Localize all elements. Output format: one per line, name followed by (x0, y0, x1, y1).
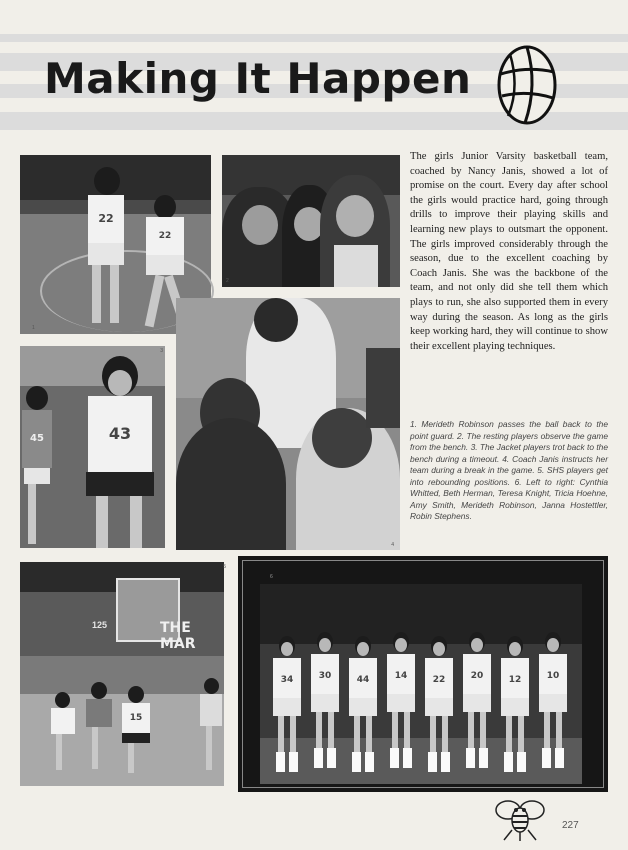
player-face (471, 638, 483, 652)
jersey: 12 (501, 658, 529, 698)
shorts (425, 698, 453, 716)
jersey: 15 (122, 703, 150, 733)
team-player (308, 632, 342, 778)
sock (352, 752, 361, 772)
leg (56, 734, 62, 770)
player-face (336, 195, 374, 237)
leg (92, 727, 98, 769)
page-title: Making It Happen (44, 54, 472, 103)
jersey: 14 (387, 654, 415, 694)
player-face (319, 638, 331, 652)
player-head (128, 686, 144, 703)
leg (145, 275, 165, 328)
player-head (91, 682, 107, 699)
shorts (311, 694, 339, 712)
jersey (334, 245, 378, 287)
jersey: 22 (425, 658, 453, 698)
sock (390, 748, 399, 768)
team-player (384, 632, 418, 778)
sock (289, 752, 298, 772)
leg (128, 743, 134, 773)
player-face (242, 205, 278, 245)
leg (430, 716, 436, 756)
sock (479, 748, 488, 768)
player-face (509, 642, 521, 656)
article-body-text: The girls Junior Varsity basketball team, coached by Nancy Janis, showed a lot of promise on the court. Every day after school the girls would practice hard, going through drills to improve their playing skills and learning new plays to outsmart the opponent. The girls improved considerably through the season, due to the excellent coaching by Coach Janis. She was the backbone of the team, and not only did she tell them which plays to run, she also supported them in every way during the season. As long as the girls keep working hard, they will continue to show their excellent playing techniques. (410, 151, 608, 352)
photo-2-bench (222, 155, 400, 287)
page-number: 227 (562, 820, 579, 831)
photo-4-player-right (366, 348, 400, 428)
leg (518, 716, 524, 756)
jersey: 22 (88, 195, 124, 243)
jersey: 45 (22, 410, 52, 468)
sock (466, 748, 475, 768)
photo-4-player-foreground-left (176, 418, 286, 550)
sock (542, 748, 551, 768)
sock (276, 752, 285, 772)
jersey (200, 694, 222, 726)
leg (92, 265, 101, 323)
photo-2-player-right (320, 175, 390, 287)
player-head (26, 386, 48, 410)
shorts (146, 255, 184, 275)
leg (392, 712, 398, 752)
shorts (387, 694, 415, 712)
photo-3-player-center (80, 356, 162, 548)
team-player (346, 636, 380, 782)
photo-captions: 1. Merideth Robinson passes the ball back to the point guard. 2. The resting players observe the game from the bench. 3. The Jacket players trot back to the bench during a timeout. 4. Coach Janis instructs her team during a break in the game. 5. SHS players get into rebounding positions. 6. Left to right: Cynthia Whitted, Beth Herman, Teresa Knight, Tricia Hoehne, Amy Smith, Merideth Robinson, Janna Hostettler, Robin Stephens. (410, 419, 608, 521)
photo-5-player (116, 686, 156, 774)
sock (314, 748, 323, 768)
sock (504, 752, 513, 772)
shorts (88, 243, 124, 265)
sock (555, 748, 564, 768)
player-head (94, 167, 120, 195)
leg (28, 484, 36, 544)
leg (544, 712, 550, 752)
photo-3-player-left (22, 386, 54, 546)
photo-5-wall-text: THE MAR (160, 620, 196, 652)
shorts (539, 694, 567, 712)
jersey: 44 (349, 658, 377, 698)
photo-4-coach (296, 408, 400, 550)
jersey: 20 (463, 654, 491, 694)
player-face (357, 642, 369, 656)
player-face (547, 638, 559, 652)
photo-number: 2 (226, 278, 229, 284)
sock (365, 752, 374, 772)
jersey (51, 708, 75, 734)
leg (290, 716, 296, 756)
leg (316, 712, 322, 752)
leg (130, 496, 142, 548)
shorts (273, 698, 301, 716)
leg (96, 496, 108, 548)
photo-number: 1 (32, 325, 35, 331)
leg (556, 712, 562, 752)
photo-3-players-trot (20, 346, 165, 548)
leg (480, 712, 486, 752)
jersey: 10 (539, 654, 567, 694)
sock (428, 752, 437, 772)
player-face (281, 642, 293, 656)
leg (468, 712, 474, 752)
player-face (395, 638, 407, 652)
photo-5-rebounding (20, 562, 224, 786)
photo-6-frame (238, 556, 608, 792)
header-stripe-top (0, 34, 628, 42)
jersey: 22 (146, 217, 184, 255)
jersey: 43 (88, 396, 152, 472)
player-face (108, 370, 132, 396)
leg (366, 716, 372, 756)
photo-number: 3 (160, 348, 163, 354)
shorts (122, 733, 150, 743)
shorts (501, 698, 529, 716)
leg (442, 716, 448, 756)
team-player (460, 632, 494, 778)
leg (206, 726, 212, 770)
team-player (536, 632, 570, 778)
photo-5-player (82, 682, 116, 772)
shorts (463, 694, 491, 712)
player-head (204, 678, 219, 694)
photo-6-team-photo (260, 584, 582, 784)
shorts (24, 468, 50, 484)
basketball-icon (496, 44, 558, 126)
shorts (86, 472, 154, 496)
jersey: 30 (311, 654, 339, 694)
photo-1-player-front (82, 167, 132, 332)
leg (328, 712, 334, 752)
team-player (270, 636, 304, 782)
photo-5-player (48, 692, 78, 772)
leg (278, 716, 284, 756)
jersey (86, 699, 112, 727)
photo-number: 6 (270, 574, 273, 580)
sock (441, 752, 450, 772)
photo-5-scoreboard: 125 (92, 620, 108, 630)
photo-number: 5 (223, 564, 226, 570)
sock (327, 748, 336, 768)
team-player (498, 636, 532, 782)
photo-5-player (198, 678, 224, 774)
photo-4-coach-huddle (176, 298, 400, 550)
coach-head (312, 408, 372, 468)
player-head (55, 692, 70, 708)
player-head (154, 195, 176, 219)
sock (403, 748, 412, 768)
jersey: 34 (273, 658, 301, 698)
leg (354, 716, 360, 756)
photo-number: 4 (391, 542, 394, 548)
leg (110, 265, 119, 323)
leg (506, 716, 512, 756)
player-face (433, 642, 445, 656)
shorts (349, 698, 377, 716)
leg (404, 712, 410, 752)
player-head (254, 298, 298, 342)
sock (517, 752, 526, 772)
team-player (422, 636, 456, 782)
yellow-jacket-icon (490, 796, 550, 842)
